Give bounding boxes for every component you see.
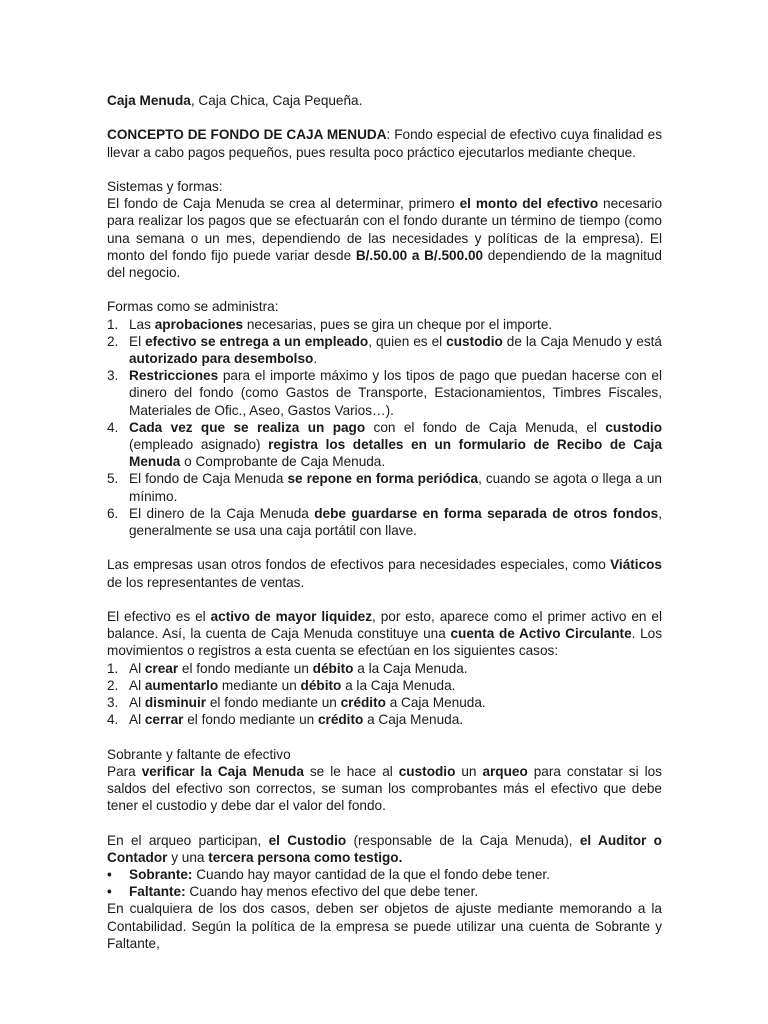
text-run: el fondo mediante un: [178, 660, 313, 676]
list-number: 5.: [107, 471, 119, 487]
arqueo-bullet-list: [107, 866, 662, 900]
text-run: a Caja Menuda.: [363, 712, 464, 728]
bold-text: custodio: [605, 419, 662, 435]
text-run: necesarias, pues se gira un cheque por el importe.: [243, 316, 553, 332]
text-run: a la Caja Menuda.: [341, 677, 456, 693]
text-run: . Los movimientos o registros a esta cuenta se efectúan en los siguientes casos:: [107, 626, 662, 659]
sistemas-paragraph: [107, 195, 662, 281]
text-run: Para: [107, 763, 142, 779]
text-run: un: [455, 763, 483, 779]
text-run: a la Caja Menuda.: [353, 660, 468, 676]
text-run: El: [129, 333, 146, 349]
list-item: [107, 419, 662, 471]
text-run: , quien es el: [368, 333, 447, 349]
text-run: o Comprobante de Caja Menuda.: [180, 454, 386, 470]
bold-text: cerrar: [144, 712, 184, 728]
bold-text: crédito: [340, 695, 386, 711]
sobrante-paragraph: [107, 763, 662, 815]
bold-text: aprobaciones: [154, 316, 244, 332]
text-run: Al: [129, 712, 145, 728]
text-run: con el fondo de Caja Menuda, el: [365, 419, 606, 435]
bold-text: disminuir: [144, 695, 207, 711]
text-run: , Caja Chica, Caja Pequeña.: [190, 93, 363, 108]
text-run: En cualquiera de los dos casos, deben ser objetos de ajuste mediante memorando a la Contabilidad. Según la política de la empresa se puede utilizar una cuenta de Sobrante y Faltante,: [107, 901, 662, 951]
bold-text: el Auditor o Contador: [107, 832, 662, 865]
bold-text: se repone en forma periódica: [287, 471, 479, 487]
text-run: se le hace al: [303, 763, 399, 779]
bold-text: el monto del efectivo: [459, 196, 599, 212]
efectivo-paragraph: [107, 608, 662, 660]
formas-list: [107, 316, 662, 540]
list-item: [107, 367, 662, 419]
bold-text: Restricciones: [129, 368, 219, 384]
list-number: 3.: [107, 368, 119, 384]
bold-text: autorizado para desembolso: [129, 351, 314, 366]
list-item: [107, 694, 662, 711]
text-run: a Caja Menuda.: [385, 695, 486, 711]
text-run: Al: [129, 677, 145, 693]
text-run: mediante un: [218, 677, 301, 693]
bold-text: débito: [300, 677, 342, 693]
list-number: 6.: [107, 505, 119, 521]
text-run: : Fondo especial de efectivo cuya finalidad es llevar a cabo pagos pequeños, pues resulta poco práctico ejecutarlos mediante cheque.: [107, 127, 662, 160]
bold-text: cuenta de Activo Circulante: [450, 626, 632, 642]
bold-text: arqueo: [482, 763, 528, 779]
bold-text: B/.50.00 a B/.500.00: [355, 247, 484, 263]
text-run: el fondo mediante un: [206, 695, 341, 711]
bold-text: débito: [312, 660, 354, 676]
text-run: Las: [129, 316, 155, 332]
list-number: 4.: [107, 712, 119, 728]
bold-text: Cada vez que se realiza un pago: [129, 419, 366, 435]
bold-text: verificar la Caja Menuda: [141, 763, 304, 779]
bold-text: Faltante:: [129, 884, 186, 900]
list-number: 2.: [107, 333, 119, 349]
bold-text: Sobrante:: [129, 867, 193, 883]
text-run: para constatar si los saldos del efectivo son correctos, se suman los comprobantes más el efectivo que debe tener el custodio y debe dar el valor del fondo.: [107, 763, 662, 814]
text-run: , cuando se agota o llega a un mínimo.: [129, 471, 662, 504]
bold-text: CONCEPTO DE FONDO DE CAJA MENUDA: [107, 127, 387, 143]
text-run: Cuando hay mayor cantidad de la que el fondo debe tener.: [192, 867, 550, 883]
list-item: [107, 711, 662, 728]
final-paragraph: [107, 900, 662, 952]
text-run: Las empresas usan otros fondos de efectivos para necesidades especiales, como: [107, 557, 611, 573]
text-run: , generalmente se usa una caja portátil con llave.: [129, 505, 662, 539]
formas-heading: Formas como se administra:: [107, 299, 279, 315]
bold-text: aumentarlo: [144, 677, 219, 693]
text-run: dependiendo de la magnitud del negocio.: [107, 247, 662, 280]
list-item: [107, 866, 662, 883]
list-number: 4.: [107, 419, 119, 435]
list-number: 2.: [107, 677, 119, 693]
sobrante-heading: Sobrante y faltante de efectivo: [107, 746, 291, 762]
text-run: de los representantes de ventas.: [107, 574, 305, 590]
title-line: [107, 92, 662, 109]
list-number: 1.: [107, 660, 119, 676]
text-run: Al: [129, 660, 145, 676]
bold-text: crear: [144, 660, 179, 676]
bullet-marker: •: [107, 884, 112, 900]
bold-text: el Custodio: [268, 832, 347, 848]
text-run: (empleado asignado): [129, 437, 269, 453]
list-item: [107, 333, 662, 367]
list-item: [107, 883, 662, 900]
text-run: El dinero de la Caja Menuda: [129, 505, 315, 521]
document-page: [107, 92, 662, 952]
bold-text: tercera persona como testigo.: [208, 849, 403, 865]
bold-text: custodio: [446, 333, 503, 349]
list-item: [107, 677, 662, 694]
text-run: Al: [129, 695, 145, 711]
list-number: 1.: [107, 316, 119, 332]
bold-text: registra los detalles en un formulario de Recibo de Caja Menuda: [129, 437, 663, 470]
bold-text: activo de mayor liquidez: [210, 609, 372, 625]
bullet-marker: •: [107, 867, 112, 883]
text-run: para el importe máximo y los tipos de pago que puedan hacerse con el dinero del fondo (como Gastos de Transporte, Estacionamientos, Timbres Fiscales, Materiales de Ofic., Aseo, Gastos Varios…).: [129, 368, 662, 418]
empresas-paragraph: [107, 556, 662, 590]
list-item: [107, 660, 662, 677]
sistemas-heading: Sistemas y formas:: [107, 178, 223, 194]
concept-paragraph: [107, 126, 662, 160]
bold-text: Viáticos: [610, 557, 662, 573]
bold-text: Caja Menuda: [107, 93, 191, 108]
list-number: 3.: [107, 695, 119, 711]
bold-text: debe guardarse en forma separada de otros fondos: [314, 505, 659, 521]
text-run: el fondo mediante un: [183, 712, 318, 728]
text-run: de la Caja Menudo y está: [502, 333, 662, 349]
casos-list: [107, 660, 662, 729]
bold-text: efectivo se entrega a un empleado: [145, 333, 369, 349]
text-run: .: [313, 351, 318, 366]
text-run: (responsable de la Caja Menuda),: [346, 832, 580, 848]
text-run: En el arqueo participan,: [107, 832, 269, 848]
text-run: necesario para realizar los pagos que se efectuarán con el fondo durante un término de tiempo (como una semana o un mes, dependiendo de las necesidades y políticas de la empresa). El monto del fondo fijo puede variar desde: [107, 196, 662, 263]
text-run: , por esto, aparece como el primer activo en el balance. Así, la cuenta de Caja Menuda constituye una: [107, 609, 663, 642]
list-item: [107, 316, 662, 333]
text-run: Cuando hay menos efectivo del que debe tener.: [185, 884, 479, 900]
text-run: y una: [167, 849, 209, 865]
arqueo-paragraph: [107, 832, 662, 866]
text-run: El fondo de Caja Menuda: [129, 471, 288, 487]
list-item: [107, 505, 662, 539]
text-run: El fondo de Caja Menuda se crea al determinar, primero: [107, 196, 460, 212]
list-item: [107, 470, 662, 504]
bold-text: custodio: [398, 763, 456, 779]
bold-text: crédito: [317, 712, 364, 728]
text-run: El efectivo es el: [107, 609, 211, 625]
